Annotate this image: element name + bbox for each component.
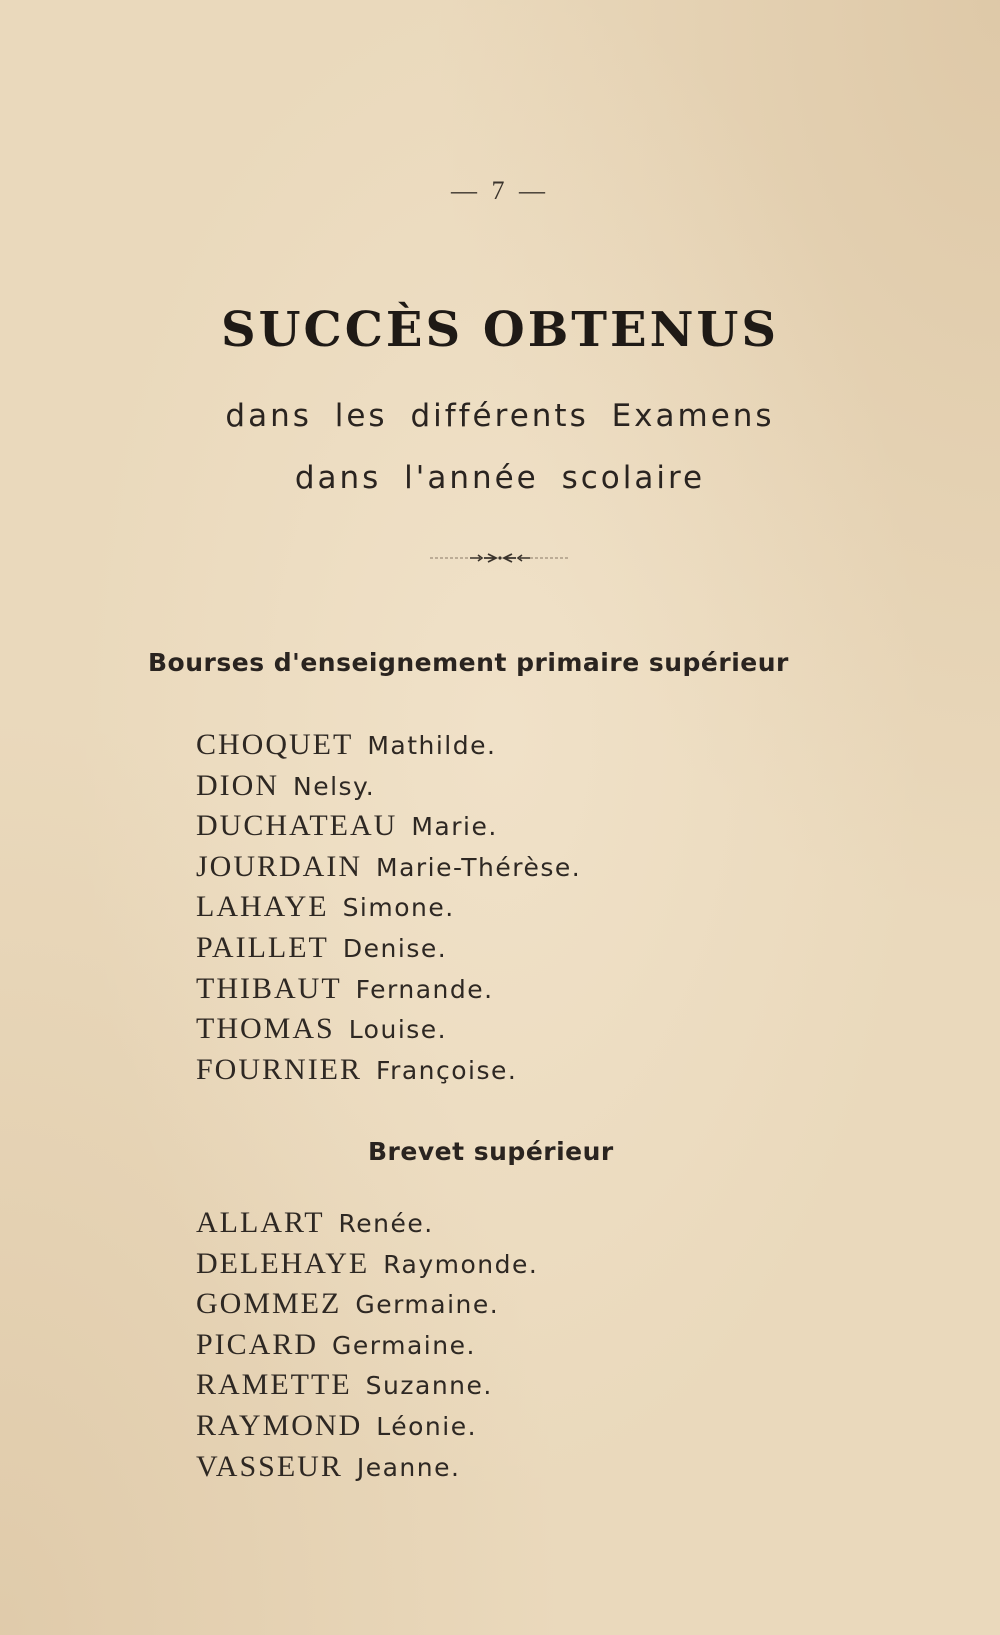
surname: CHOQUET [196, 728, 354, 761]
list-item [196, 1365, 538, 1406]
list-item [196, 1325, 538, 1366]
first-name: Raymonde. [383, 1249, 539, 1279]
list-item [196, 725, 581, 766]
list-item [196, 1009, 581, 1050]
list-item [196, 969, 581, 1010]
surname: VASSEUR [196, 1449, 343, 1483]
list-item [196, 928, 581, 969]
subtitle-line-2: dans l'année scolaire [294, 460, 706, 496]
list-item [196, 806, 581, 847]
name-list-brevet [196, 1203, 538, 1487]
first-name: Jeanne. [356, 1452, 461, 1482]
list-item [196, 1284, 538, 1325]
section-heading-brevet: Brevet supérieur [368, 1137, 614, 1166]
first-name: Nelsy. [293, 771, 376, 801]
first-name: Suzanne. [365, 1371, 493, 1401]
surname: PICARD [196, 1327, 319, 1361]
list-item [196, 1244, 538, 1285]
surname: DUCHATEAU [196, 809, 398, 843]
first-name: Françoise. [376, 1055, 518, 1085]
surname: PAILLET [196, 930, 329, 964]
surname: FOURNIER [196, 1052, 363, 1086]
surname: LAHAYE [196, 890, 329, 924]
first-name: Germaine. [355, 1290, 500, 1320]
page-title: SUCCÈS OBTENUS [221, 302, 779, 358]
surname: DION [196, 768, 279, 802]
first-name: Fernande. [355, 974, 494, 1004]
list-item [196, 887, 581, 928]
surname: THIBAUT [196, 971, 342, 1005]
surname: RAYMOND [196, 1408, 363, 1442]
section-heading-bourses: Bourses d'enseignement primaire supérieur [148, 648, 789, 677]
list-item [196, 847, 581, 888]
first-name: Mathilde. [367, 731, 497, 760]
first-name: Marie. [411, 812, 498, 842]
name-list-bourses [196, 725, 581, 1090]
surname: RAMETTE [196, 1368, 352, 1402]
list-item [196, 1203, 538, 1244]
surname: ALLART [196, 1206, 325, 1239]
decorative-divider-ornament [430, 548, 570, 568]
page-number: — 7 — [451, 176, 549, 205]
list-item [196, 1050, 581, 1091]
subtitle-line-1: dans les différents Examens [225, 398, 775, 434]
first-name: Léonie. [376, 1411, 478, 1441]
surname: DELEHAYE [196, 1246, 370, 1280]
surname: GOMMEZ [196, 1287, 342, 1321]
list-item [196, 1406, 538, 1447]
first-name: Louise. [348, 1015, 448, 1045]
surname: JOURDAIN [196, 849, 362, 883]
first-name: Simone. [342, 893, 455, 923]
list-item [196, 766, 581, 807]
surname: THOMAS [196, 1012, 335, 1046]
list-item [196, 1447, 538, 1488]
first-name: Denise. [342, 933, 448, 963]
first-name: Germaine. [332, 1330, 476, 1360]
first-name: Marie-Thérèse. [376, 852, 582, 882]
first-name: Renée. [338, 1209, 434, 1238]
